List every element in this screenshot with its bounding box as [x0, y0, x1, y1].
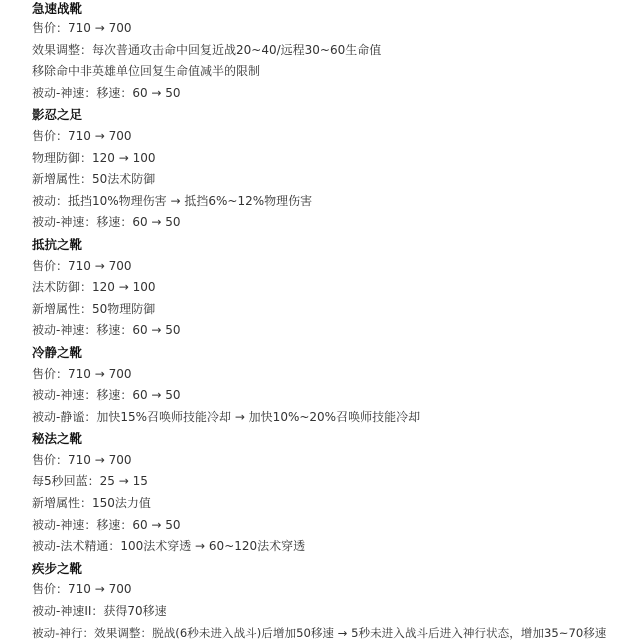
patch-notes-document	[32, 0, 636, 644]
section-title-lengjing: 冷静之靴	[32, 344, 83, 360]
line-item: 被动-神速：移速：60 → 50	[32, 517, 181, 532]
line-item: 每5秒回蓝：25 → 15	[32, 474, 148, 489]
section-title-jibu: 疾步之靴	[32, 560, 83, 576]
line-item: 移除命中非英雄单位回复生命值减半的限制	[32, 64, 261, 79]
line-item: 被动-神速：移速：60 → 50	[32, 85, 181, 100]
line-item: 效果调整：每次普通攻击命中回复近战20~40/远程30~60生命值	[32, 42, 382, 57]
line-item: 售价：710 → 700	[32, 21, 132, 35]
line-item: 被动-神行：效果调整：脱战(6秒未进入战斗)后增加50移速 → 5秒未进入战斗后进入神行状态，增加35~70移速	[32, 625, 607, 640]
line-item: 售价：710 → 700	[32, 366, 132, 381]
line-item: 售价：710 → 700	[32, 452, 132, 467]
line-item: 被动-神速：移速：60 → 50	[32, 323, 181, 338]
line-item: 新增属性：150法力值	[32, 496, 151, 511]
line-item: 被动-法术精通：100法术穿透 → 60~120法术穿透	[32, 539, 306, 554]
line-item: 新增属性：50法术防御	[32, 172, 156, 187]
section-title-jisu: 急速战靴	[32, 1, 83, 16]
section-title-mifa: 秘法之靴	[32, 431, 83, 447]
line-item: 售价：710 → 700	[32, 258, 132, 273]
section-title-dikang: 抵抗之靴	[32, 236, 83, 252]
line-item: 被动-静谧：加快15%召唤师技能冷却 → 加快10%~20%召唤师技能冷却	[32, 409, 421, 424]
line-item: 售价：710 → 700	[32, 128, 132, 143]
line-item: 售价：710 → 700	[32, 582, 132, 597]
line-item: 被动-神速：移速：60 → 50	[32, 215, 181, 230]
section-title-yingren: 影忍之足	[32, 107, 83, 123]
line-item: 法术防御：120 → 100	[32, 280, 156, 295]
line-item: 被动-神速II：获得70移速	[32, 604, 167, 619]
line-item: 被动：抵挡10%物理伤害 → 抵挡6%~12%物理伤害	[32, 193, 313, 208]
line-item: 物理防御：120 → 100	[32, 150, 156, 165]
line-item: 新增属性：50物理防御	[32, 301, 156, 316]
line-item: 被动-神速：移速：60 → 50	[32, 388, 181, 403]
